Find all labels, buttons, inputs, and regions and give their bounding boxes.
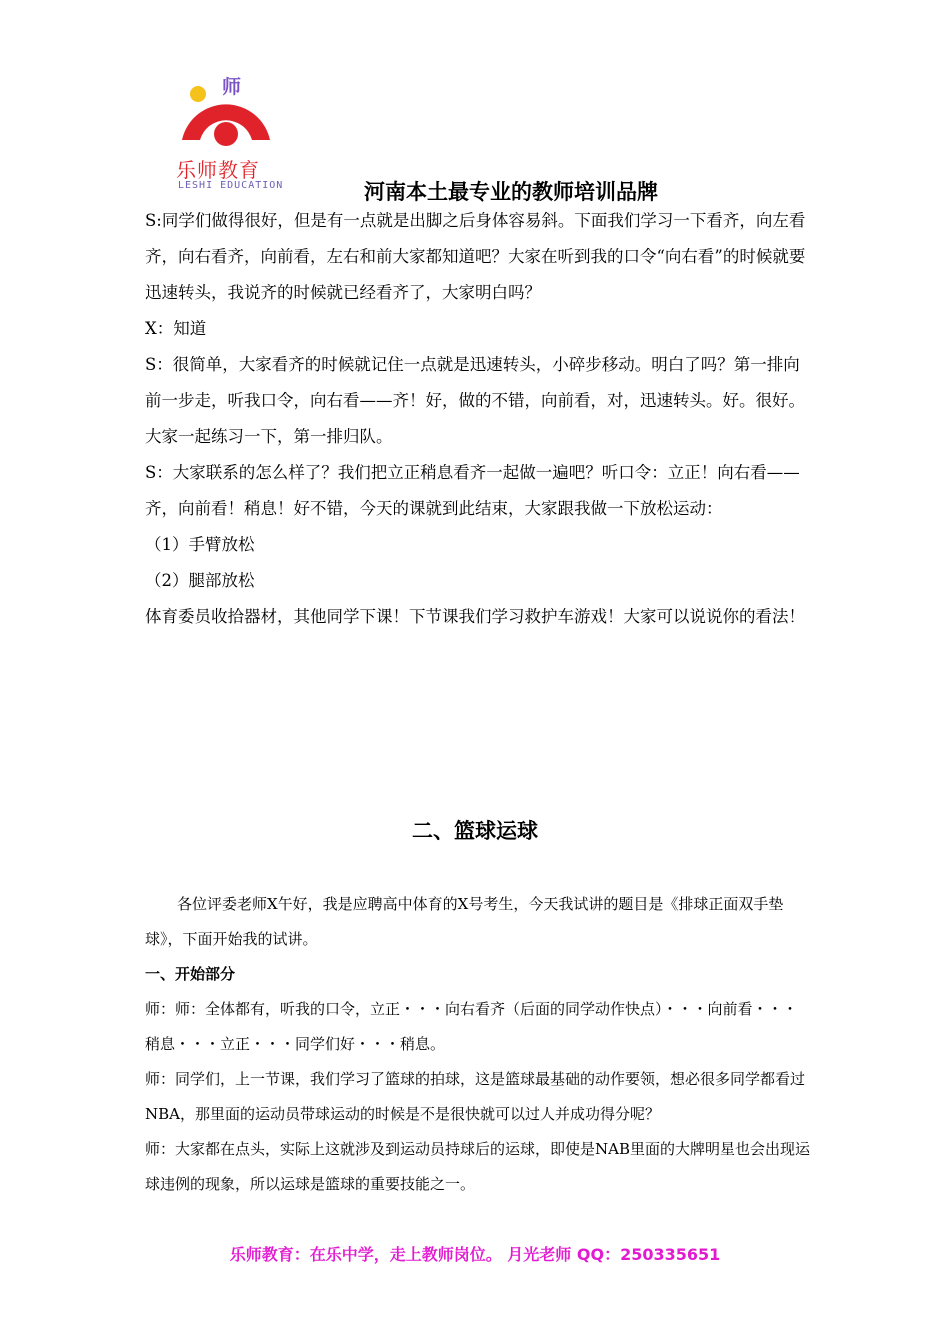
- brand-title: 河南本土最专业的教师培训品牌: [364, 179, 658, 204]
- part1-text: [145, 203, 810, 635]
- logo: [172, 70, 282, 195]
- paragraph: 师：大家都在点头，实际上这就涉及到运动员持球后的运球，即使是NAB里面的大牌明星也会出现运球违例的现象，所以运球是篮球的重要技能之一。: [145, 1140, 810, 1193]
- paragraph: 师：师：全体都有，听我的口令，立正・・・向右看齐（后面的同学动作快点）・・・向前看・・・稍息・・・立正・・・同学们好・・・稍息。: [145, 1000, 798, 1053]
- intro-paragraph: 各位评委老师X午好，我是应聘高中体育的X号考生，今天我试讲的题目是《排球正面双手垫球》，下面开始我的试讲。: [145, 895, 784, 948]
- paragraph: 体育委员收拾器材，其他同学下课！下节课我们学习救护车游戏！大家可以说说你的看法！: [145, 607, 805, 626]
- logo-top-char: 师: [222, 76, 242, 98]
- logo-name-en: LESHI EDUCATION: [178, 180, 284, 191]
- part2-text: [145, 887, 810, 1202]
- footer: 乐师教育：在乐中学，走上教师岗位。 月光老师 QQ：250335651: [229, 1245, 721, 1264]
- paragraph: S：大家联系的怎么样了？我们把立正稍息看齐一起做一遍吧？听口令：立正！向右看——齐，向前看！稍息！好不错，今天的课就到此结束，大家跟我做一下放松运动：: [145, 463, 800, 518]
- paragraph: （2）腿部放松: [145, 571, 255, 590]
- logo-name: 乐师教育: [176, 158, 260, 182]
- paragraph: S：很简单，大家看齐的时候就记住一点就是迅速转头，小碎步移动。明白了吗？第一排向前一步走，听我口令，向右看——齐！好，做的不错，向前看，对，迅速转头。好。很好。大家一起练习一下，第一排归队。: [145, 355, 805, 446]
- section-title: 二、篮球运球: [412, 818, 538, 843]
- part2-heading: 一、开始部分: [145, 965, 236, 983]
- paragraph: 师：同学们，上一节课，我们学习了篮球的拍球，这是篮球最基础的动作要领，想必很多同学都看过NBA，那里面的运动员带球运动的时候是不是很快就可以过人并成功得分呢？: [145, 1070, 806, 1123]
- paragraph: X：知道: [145, 319, 207, 338]
- paragraph: （1）手臂放松: [145, 535, 255, 554]
- paragraph: S:同学们做得很好，但是有一点就是出脚之后身体容易斜。下面我们学习一下看齐，向左看齐，向右看齐，向前看，左右和前大家都知道吧？大家在听到我的口令“向右看”的时候就要迅速转头，我说齐的时候就已经看齐了，大家明白吗？: [145, 211, 806, 302]
